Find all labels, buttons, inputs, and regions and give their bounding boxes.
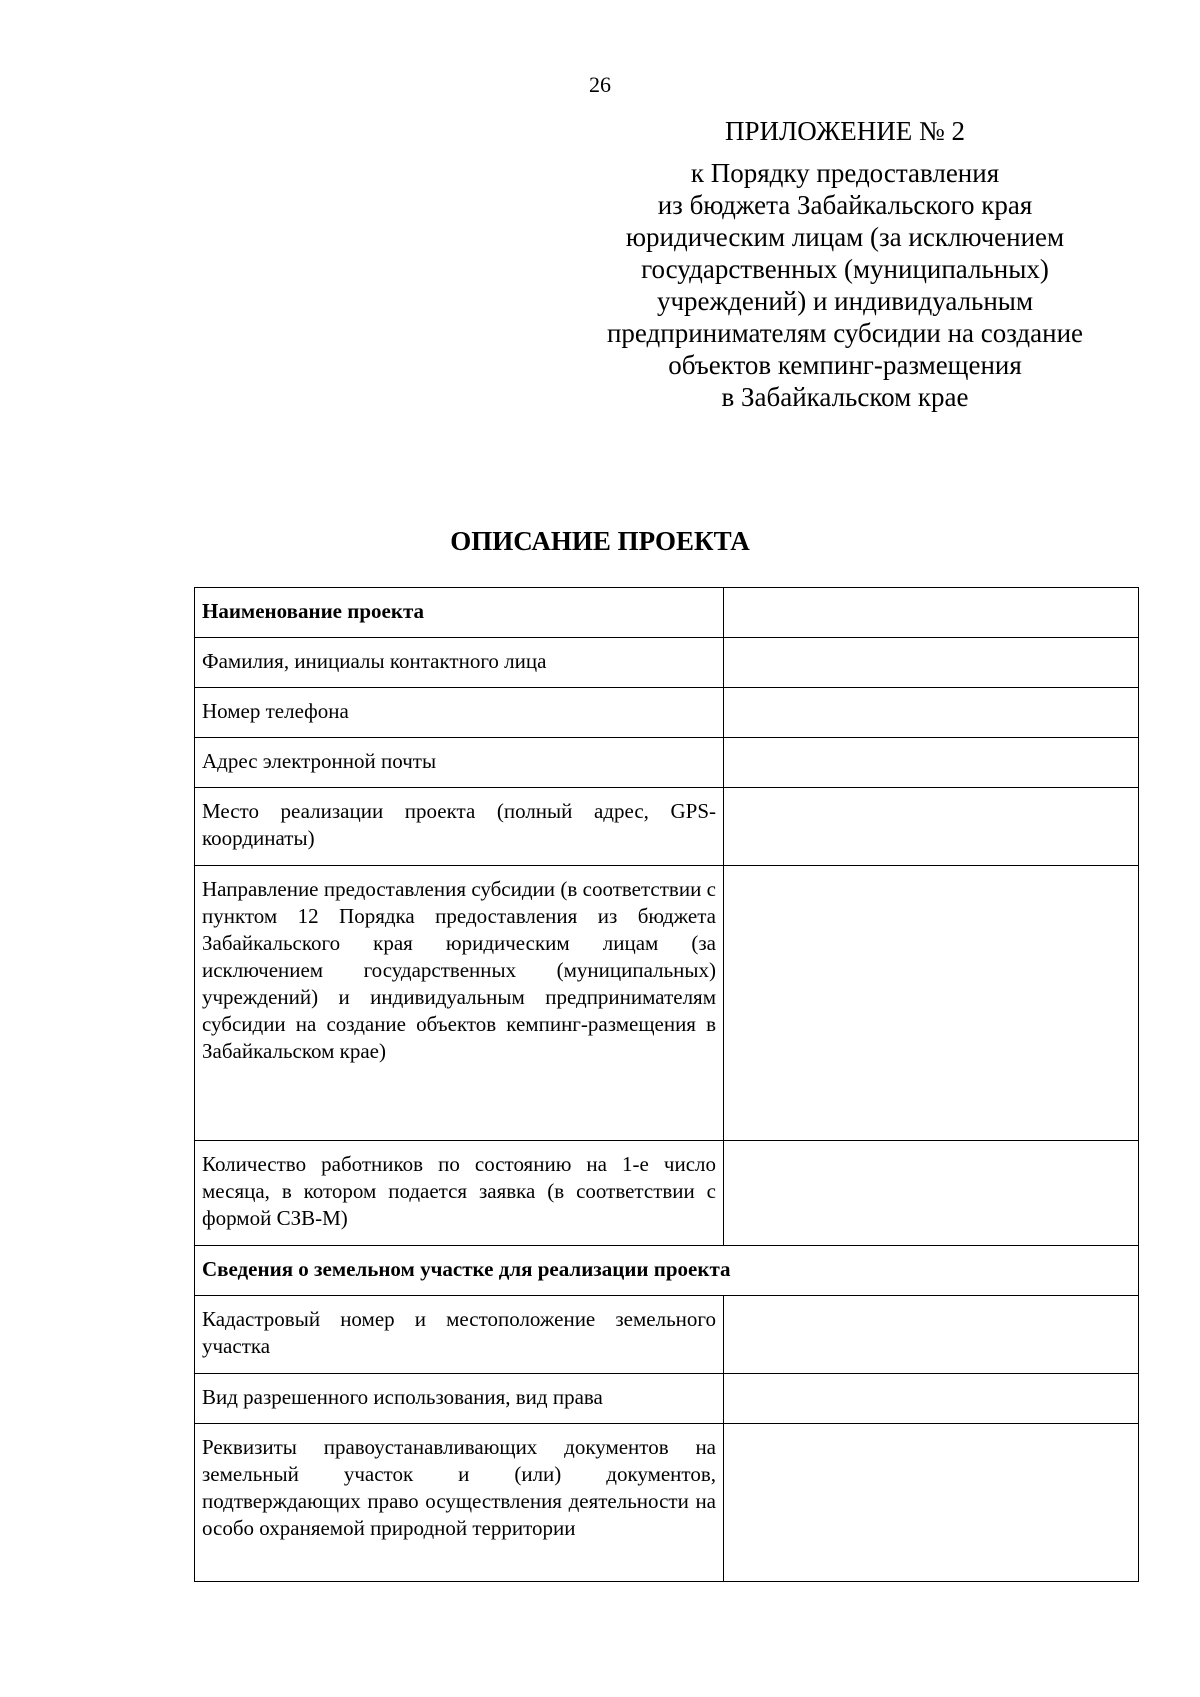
row-value-contact-person[interactable] (724, 638, 1139, 688)
row-value-employee-count[interactable] (724, 1141, 1139, 1246)
appendix-line: юридическим лицам (за исключением (625, 222, 1065, 252)
table-row (195, 1296, 1139, 1374)
row-value-phone[interactable] (724, 688, 1139, 738)
row-label-project-name: Наименование проекта (195, 588, 724, 638)
appendix-line: учреждений) и индивидуальным (656, 286, 1034, 316)
appendix-line: к Порядку предоставления (690, 158, 1000, 188)
section-heading-land-plot: Сведения о земельном участке для реализации проекта (195, 1246, 1139, 1296)
row-value-email[interactable] (724, 738, 1139, 788)
row-label-cadastral-number: Кадастровый номер и местоположение земельного участка (195, 1296, 724, 1374)
table-row (195, 588, 1139, 638)
table-section-row (195, 1246, 1139, 1296)
page-number: 26 (589, 72, 611, 97)
table-row (195, 1374, 1139, 1424)
table-row (195, 788, 1139, 866)
row-value-project-name[interactable] (724, 588, 1139, 638)
row-label-subsidy-direction: Направление предоставления субсидии (в соответствии с пунктом 12 Порядка предоставления из бюджета Забайкальского края юридическим лицам (за исключением государственных (муниципальных) учреждений) и индивидуальным предпринимателям субсидии на создание объектов кемпинг-размещения в Забайкальском крае) (195, 866, 724, 1141)
appendix-line: объектов кемпинг-размещения (668, 350, 1022, 380)
appendix-block (600, 115, 1090, 413)
row-value-subsidy-direction[interactable] (724, 866, 1139, 1141)
table-row (195, 688, 1139, 738)
row-value-title-documents[interactable] (724, 1424, 1139, 1582)
appendix-line: в Забайкальском крае (721, 382, 969, 412)
row-label-phone: Номер телефона (195, 688, 724, 738)
project-description-table (194, 587, 1139, 1582)
appendix-title: ПРИЛОЖЕНИЕ № 2 (724, 116, 966, 146)
appendix-line: из бюджета Забайкальского края (657, 190, 1033, 220)
row-label-contact-person: Фамилия, инициалы контактного лица (195, 638, 724, 688)
row-label-email: Адрес электронной почты (195, 738, 724, 788)
row-label-project-location: Место реализации проекта (полный адрес, GPS-координаты) (195, 788, 724, 866)
table-row (195, 1424, 1139, 1582)
document-title: ОПИСАНИЕ ПРОЕКТА (450, 526, 750, 556)
row-value-project-location[interactable] (724, 788, 1139, 866)
row-value-cadastral-number[interactable] (724, 1296, 1139, 1374)
row-label-employee-count: Количество работников по состоянию на 1-е число месяца, в котором подается заявка (в соответствии с формой СЗВ-М) (195, 1141, 724, 1246)
appendix-line: предпринимателям субсидии на создание (606, 318, 1084, 348)
row-label-title-documents: Реквизиты правоустанавливающих документов на земельный участок и (или) документов, подтверждающих право осуществления деятельности на особо охраняемой природной территории (195, 1424, 724, 1582)
table-row (195, 638, 1139, 688)
table-row (195, 738, 1139, 788)
row-label-permitted-use: Вид разрешенного использования, вид права (195, 1374, 724, 1424)
appendix-line: государственных (муниципальных) (641, 254, 1049, 284)
table-row (195, 1141, 1139, 1246)
table-row (195, 866, 1139, 1141)
row-value-permitted-use[interactable] (724, 1374, 1139, 1424)
